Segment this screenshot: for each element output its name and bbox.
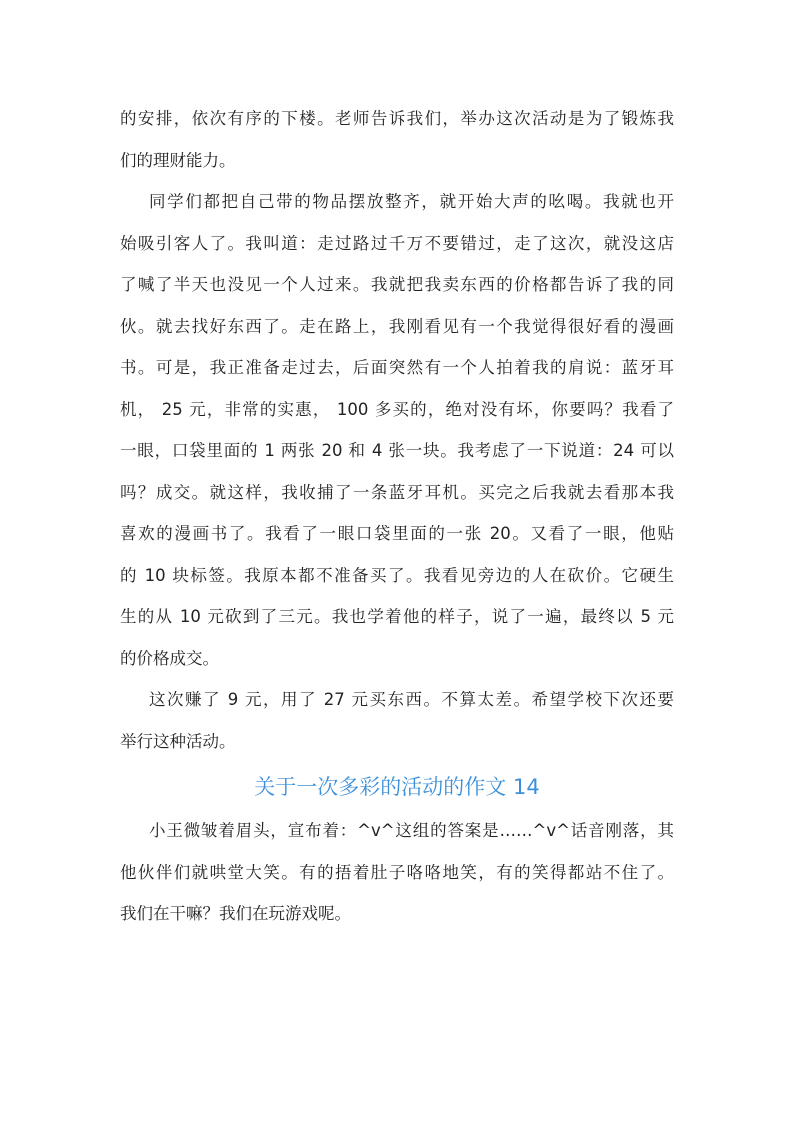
text-line: 们的理财能力。 bbox=[120, 150, 236, 170]
section-heading: 关于一次多彩的活动的作文 14 bbox=[254, 775, 540, 799]
text-line: 我们在干嘛？我们在玩游戏呢。 bbox=[120, 904, 351, 923]
paragraph-3 bbox=[120, 679, 674, 762]
text-line: 同学们都把自己带的物品摆放整齐，就开始大声的吆喝。我就也开 bbox=[149, 192, 674, 211]
document-page bbox=[120, 98, 674, 935]
text-line: 机， 25 元，非常的实惠， 100 多买的，绝对没有坏，你要吗？我看了 bbox=[120, 399, 674, 419]
text-line: 的安排，依次有序的下楼。老师告诉我们，举办这次活动是为了锻炼我 bbox=[120, 109, 674, 128]
paragraph-1 bbox=[120, 98, 674, 181]
text-line: 书。可是，我正准备走过去，后面突然有一个人拍着我的肩说：蓝牙耳 bbox=[120, 358, 674, 377]
text-line: 吗？成交。就这样，我收捕了一条蓝牙耳机。买完之后我就去看那本我 bbox=[120, 482, 674, 502]
text-line: 他伙伴们就哄堂大笑。有的捂着肚子咯咯地笑，有的笑得都站不住了。 bbox=[120, 862, 674, 882]
text-line: 的价格成交。 bbox=[120, 648, 219, 668]
text-line: 了喊了半天也没见一个人过来。我就把我卖东西的价格都告诉了我的同 bbox=[120, 275, 674, 294]
text-line: 伙。就去找好东西了。走在路上，我刚看见有一个我觉得很好看的漫画 bbox=[120, 316, 674, 336]
text-line: 举行这种活动。 bbox=[120, 731, 236, 751]
text-line: 的 10 块标签。我原本都不准备买了。我看见旁边的人在砍价。它硬生 bbox=[120, 565, 674, 585]
text-line: 生的从 10 元砍到了三元。我也学着他的样子，说了一遍，最终以 5 元 bbox=[120, 607, 674, 626]
text-line: 这次赚了 9 元，用了 27 元买东西。不算太差。希望学校下次还要 bbox=[149, 690, 674, 709]
paragraph-2 bbox=[120, 181, 674, 679]
text-line: 小王微皱着眉头，宣布着：^v^这组的答案是……^v^话音刚落，其 bbox=[149, 821, 674, 840]
text-line: 喜欢的漫画书了。我看了一眼口袋里面的一张 20。又看了一眼，他贴 bbox=[120, 524, 674, 543]
text-line: 一眼，口袋里面的 1 两张 20 和 4 张一块。我考虑了一下说道：24 可以 bbox=[120, 441, 674, 460]
paragraph-4 bbox=[120, 810, 674, 935]
text-line: 始吸引客人了。我叫道：走过路过千万不要错过，走了这次，就没这店 bbox=[120, 233, 674, 253]
